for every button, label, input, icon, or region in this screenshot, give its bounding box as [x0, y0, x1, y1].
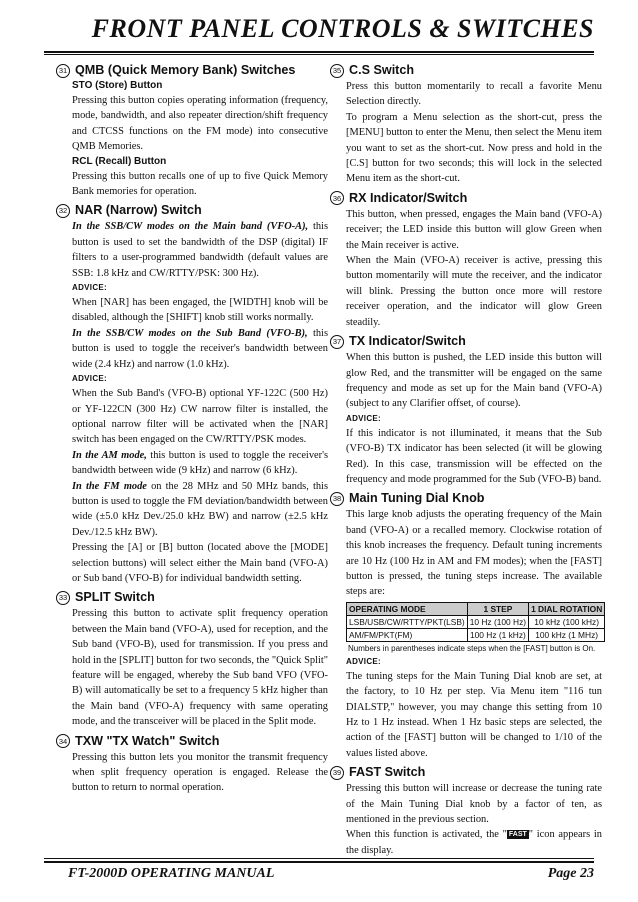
- nar-paragraph-1: In the SSB/CW modes on the Main band (VFO-A), this button is used to set the bandwidth of the DSP (digital) IF filters to a user-programmed bandwidth (default values are SSB: 1.8 kHz and CW/RTTY/PSK: 300 Hz).: [72, 221, 328, 279]
- table-header-row: [347, 602, 605, 615]
- rx-text-2: When the Main (VFO-A) receiver is active, pressing this button momentarily will mute the receiver, and the indicator will blink. Pressing the button once more will restore receiver operation, and the indicator will glow Green steadily.: [346, 255, 602, 328]
- advice-label: ADVICE:: [72, 374, 107, 384]
- section-title-qmb: QMB (Quick Memory Bank) Switches: [75, 63, 296, 77]
- manual-title: FT-2000D OPERATING MANUAL: [68, 866, 275, 881]
- item-number-37: 37: [330, 335, 344, 349]
- tuning-steps-table: [346, 602, 605, 642]
- nar-advice-1: When [NAR] has been engaged, the [WIDTH] knob will be disabled, although the [SHIFT] knob still works normally.: [72, 297, 328, 324]
- section-title-cs: C.S Switch: [349, 63, 415, 77]
- split-text: Pressing this button to activate split frequency operation between the Main band (VFO-A), used for reception, and the Sub band (VFO-B), used for transmission. If you press and hold in the [SPLIT] button for two seconds, the "Quick Split" feature will be engaged, whereby the Sub band VFO (VFO-B) will automatically be set to a frequency 5 kHz higher than the Main band (VFO-A) frequency with same operating mode, and the transceiver will be placed in the Split mode.: [72, 608, 328, 728]
- section-title-fast: FAST Switch: [349, 765, 426, 780]
- fast-text-2: When this function is activated, the " FAST " icon appears in the display.: [346, 829, 602, 856]
- section-cs: [332, 62, 602, 187]
- section-txw: [58, 733, 328, 796]
- page-number: Page 23: [547, 866, 594, 881]
- item-number-39: 39: [330, 766, 344, 780]
- item-number-33: 33: [56, 591, 70, 605]
- fast-text-1: Pressing this button will increase or decrease the tuning rate of the Main Tuning Dial knob by a factor of ten, as mentioned in the previous section.: [346, 783, 602, 826]
- item-number-34: 34: [56, 734, 70, 748]
- section-main-dial: [332, 490, 603, 761]
- section-tx: [332, 333, 602, 487]
- item-number-36: 36: [330, 191, 344, 205]
- footer-rule-thin: [44, 858, 594, 859]
- nar-paragraph-4: In the FM mode on the 28 MHz and 50 MHz bands, this button is used to toggle the FM deviation/bandwidth between wide (±5.0 kHz Dev./25.0 kHz BW) and narrow (±2.5 kHz Dev./12.5 kHz BW).: [72, 480, 328, 538]
- table-header: 1 STEP: [467, 602, 528, 615]
- txw-text: Pressing this button lets you monitor the transmit frequency when split frequency operation is engaged. Release the button to return to normal operation.: [72, 751, 328, 794]
- cs-text-1: Press this button momentarily to recall a favorite Menu Selection directly.: [346, 81, 602, 108]
- table-cell: AM/FM/PKT(FM): [347, 628, 468, 641]
- table-row: [347, 628, 605, 641]
- main-dial-advice: The tuning steps for the Main Tuning Dial knob are set, at the factory, to 10 Hz per step. Via Menu item "116 tun DIALSTP," however, you may change this setting from 10 Hz to 1 Hz instead. When 1 Hz basic steps are selected, the action of the [FAST] button will be changed to 1/10 of the values listed above.: [346, 670, 602, 759]
- item-number-32: 32: [56, 204, 70, 218]
- left-column: [58, 62, 328, 796]
- table-cell: 100 kHz (1 MHz): [529, 628, 605, 641]
- table-header: 1 DIAL ROTATION: [529, 602, 605, 615]
- advice-label: ADVICE:: [346, 656, 381, 666]
- section-rx: [332, 190, 602, 330]
- tx-text-1: When this button is pushed, the LED inside this button will glow Red, and the transmitter will be engaged on the same frequency and mode as set up for the Main band (VFO-A) (subject to any Clarifier offset, of course).: [346, 352, 602, 410]
- section-nar: [58, 202, 328, 586]
- sto-heading: STO (Store) Button: [72, 80, 163, 91]
- nar-advice-2: When the Sub Band's (VFO-B) optional YF-122C (500 Hz) or YF-122CN (300 Hz) CW narrow filter is installed, the optional narrow filter will be activated when the [NAR] switch has been engaged on the CW/RTTY/PSK modes.: [72, 388, 328, 446]
- table-cell: 10 Hz (100 Hz): [467, 615, 528, 628]
- section-title-main-dial: Main Tuning Dial Knob: [349, 491, 485, 506]
- table-note: Numbers in parentheses indicate steps when the [FAST] button is On.: [348, 643, 596, 653]
- rcl-text: Pressing this button recalls one of up to five Quick Memory Bank memories for operation.: [72, 170, 328, 198]
- tx-advice: If this indicator is not illuminated, it means that the Sub (VFO-B) TX indicator has been selected (it will be glowing Red). In this case, transmission will be effected on the frequency and mode programmed for the Sub (VFO-B) band.: [346, 427, 602, 485]
- table-cell: 100 Hz (1 kHz): [467, 628, 528, 641]
- table-cell: LSB/USB/CW/RTTY/PKT(LSB): [347, 615, 468, 628]
- item-number-38: 38: [330, 492, 344, 506]
- page-title: FRONT PANEL CONTROLS & SWITCHES: [91, 14, 594, 43]
- main-dial-text: This large knob adjusts the operating frequency of the Main band (VFO-A) or a recalled memory. Clockwise rotation of this knob increases the frequency. Default tuning increments are 10 Hz (100 Hz in AM and FM modes); when the [FAST] button is pressed, the tuning steps increase. The available steps are:: [346, 509, 602, 598]
- right-column: [332, 62, 603, 858]
- rx-text-1: This button, when pressed, engages the Main band (VFO-A) receiver; the LED inside this button will glow Green when the Main receiver is active.: [346, 208, 602, 251]
- header-rule: [44, 51, 594, 53]
- section-title-tx: TX Indicator/Switch: [349, 334, 466, 349]
- footer-rule: [44, 861, 594, 863]
- header-rule-thin: [44, 54, 594, 55]
- item-number-31: 31: [56, 64, 70, 78]
- item-number-35: 35: [330, 64, 344, 78]
- table-cell: 10 kHz (100 kHz): [529, 615, 605, 628]
- rcl-heading: RCL (Recall) Button: [72, 155, 167, 167]
- fast-display-icon: FAST: [508, 831, 527, 839]
- section-qmb: [58, 62, 328, 199]
- nar-paragraph-2: In the SSB/CW modes on the Sub Band (VFO-B), this button is used to toggle the receiver's bandwidth between wide (2.4 kHz) and narrow (1.0 kHz).: [72, 327, 328, 370]
- nar-paragraph-3: In the AM mode, this button is used to toggle the receiver's bandwidth between wide (9 kHz) and narrow (6 kHz).: [72, 449, 328, 477]
- section-title-rx: RX Indicator/Switch: [349, 190, 468, 205]
- nar-paragraph-5: Pressing the [A] or [B] button (located above the [MODE] selection buttons) will select either the Main band (VFO-A) or Sub band (VFO-B) for individual bandwidth setting.: [72, 542, 328, 584]
- table-header: OPERATING MODE: [347, 602, 468, 615]
- section-split: [58, 589, 328, 729]
- section-title-nar: NAR (Narrow) Switch: [75, 203, 202, 218]
- section-fast: [332, 764, 602, 858]
- advice-label: ADVICE:: [72, 283, 107, 293]
- section-title-split: SPLIT Switch: [75, 590, 155, 605]
- section-title-txw: TXW "TX Watch" Switch: [75, 733, 220, 748]
- sto-text: Pressing this button copies operating information (frequency, mode, bandwidth, and also repeater direction/shift frequency and CTCSS functions on the FM mode) into consecutive QMB Memories.: [72, 95, 328, 153]
- table-row: [347, 615, 605, 628]
- cs-text-2: To program a Menu selection as the short-cut, press the [MENU] button to enter the Menu, then select the Menu item you want to set as the short-cut. Now press and hold in the [C.S] button for two seconds; this will lock in the selected Menu item as the short-cut.: [346, 111, 602, 185]
- advice-label: ADVICE:: [346, 413, 381, 423]
